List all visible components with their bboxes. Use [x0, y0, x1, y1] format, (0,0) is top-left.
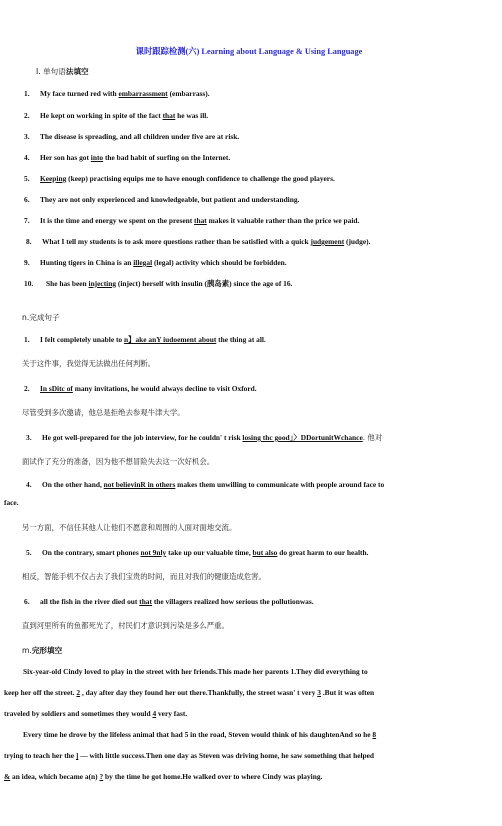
s2-item-1-translation: 关于这件事，我觉得无法做出任何判断。	[22, 359, 156, 368]
passage-p1-line-1: Six-year-old Cindy loved to play in the street with her friends.This made her parents 1.They did everything to	[23, 667, 368, 676]
s1-item-4: 4. Her son has got into the bad habit of surfing on the Internet.	[24, 153, 231, 162]
s2-item-5-translation: 相反，智能手机不仅占去了我们宝贵的时间，而且对我们的健康造成危害。	[22, 572, 266, 581]
s2-item-1: 1. I felt completely unable to n】ake anY iudoement about the thing at all.	[24, 335, 266, 344]
s1-item-2: 2. He kept on working in spite of the fact that he was ill.	[24, 111, 209, 120]
blank: ?	[99, 772, 104, 781]
s1-item-3: 3. The disease is spreading, and all children under five are at risk.	[24, 132, 240, 141]
section-1-heading-bold: 法填空	[65, 67, 89, 76]
s1-item-9: 9. Hunting tigers in China is an illegal (legal) activity which should be forbidden.	[24, 258, 287, 267]
answer: not believinR in others	[103, 480, 176, 489]
section-3-heading: m.完形填空	[22, 646, 63, 655]
passage-p1-line-3: traveled by soldiers and sometimes they would 4 very fast.	[4, 709, 188, 718]
s2-item-3-translation: 面试作了充分的准备，因为他不想冒险失去这一次好机会。	[22, 457, 215, 466]
answer: injecting	[88, 279, 117, 288]
s1-item-8: 8. What I tell my students is to ask more questions rather than be satisfied with a quick judgement (judge).	[26, 237, 371, 246]
answer: not 9nly	[140, 548, 167, 557]
blank: ]	[75, 751, 79, 760]
blank: 3	[317, 688, 321, 697]
passage-p2-line-3: & an idea, which became a(n) ? by the time he got home.He walked over to where Cindy was playing.	[4, 772, 323, 781]
s2-item-3: 3. He got well-prepared for the job interview, for he couldn' t risk losing thc good」〉DDortunitWchance. 他对	[26, 433, 383, 442]
s2-item-6-translation: 直到河里所有的鱼都死光了，村民们才意识到污染是多么严重。	[22, 621, 229, 630]
answer: that	[194, 216, 207, 225]
answer: losing thc good」〉DDortunitWchance	[242, 433, 363, 442]
s2-item-6: 6. all the fish in the river died out that the villagers realized how serious the pollutionwas.	[24, 597, 314, 606]
answer: In sDitc of	[40, 384, 73, 393]
s1-item-6: 6. They are not only experienced and knowledgeable, but patient and understanding.	[24, 195, 300, 204]
section-2-heading: n.完成句子	[22, 313, 60, 322]
answer: Keeping	[40, 174, 67, 183]
s1-item-5: 5. Keeping (keep) practising equips me to have enough confidence to challenge the good players.	[24, 174, 335, 183]
passage-p2-line-2: trying to teach her the ] — with little success.Then one day as Steven was driving home, he saw something that helped	[4, 751, 375, 760]
s2-item-2-translation: 尽管受到多次邀请，他总是拒绝去参观牛津大学。	[22, 408, 185, 417]
answer: that	[162, 111, 176, 120]
s2-item-4: 4. On the other hand, not believinR in others makes them unwilling to communicate with people around face to	[26, 480, 385, 489]
s1-item-10: 10. She has been injecting (inject) herself with insulin (胰岛素) since the age of 16.	[24, 279, 293, 288]
blank: &	[4, 772, 11, 781]
s2-item-4-translation: 另一方面，不信任其他人让他们不愿意和周围的人面对面地交流。	[22, 523, 237, 532]
answer: that	[139, 597, 152, 606]
s2-item-4-continued: face.	[4, 498, 19, 507]
section-1-heading-prefix: Ⅰ. 单句语	[36, 67, 66, 76]
page-title: 课时跟踪检测(六) Learning about Language & Using Language	[135, 47, 363, 56]
answer: into	[90, 153, 104, 162]
blank: 8	[372, 730, 377, 739]
answer: judgement	[310, 237, 345, 246]
passage-p2-line-1: Every time he drove by the lifeless animal that had 5 in the road, Steven would think of his daughtenAnd so he 8	[23, 730, 377, 739]
blank: 2	[76, 688, 81, 697]
s1-item-1: 1. My face turned red with embarrassment (embarrass).	[24, 89, 210, 98]
section-1-heading	[36, 67, 89, 76]
s2-item-5: 5. On the contrary, smart phones not 9nly take up our valuable time, but also do great harm to our health.	[26, 548, 369, 557]
passage-p1-line-2: keep her off the street. 2 , day after day they found her out there.Thankfully, the street wasn' t very 3 .But it was often	[4, 688, 375, 697]
s1-item-7: 7. It is the time and energy we spent on the present that makes it valuable rather than the price we paid.	[24, 216, 360, 225]
answer: embarrassment	[118, 89, 168, 98]
s2-item-2: 2. In sDitc of many invitations, he would always decline to visit Oxford.	[24, 384, 257, 393]
answer: but also	[252, 548, 278, 557]
blank: 4	[152, 709, 157, 718]
answer: illegal	[133, 258, 153, 267]
answer: n】ake anY iudoement about	[123, 335, 217, 344]
